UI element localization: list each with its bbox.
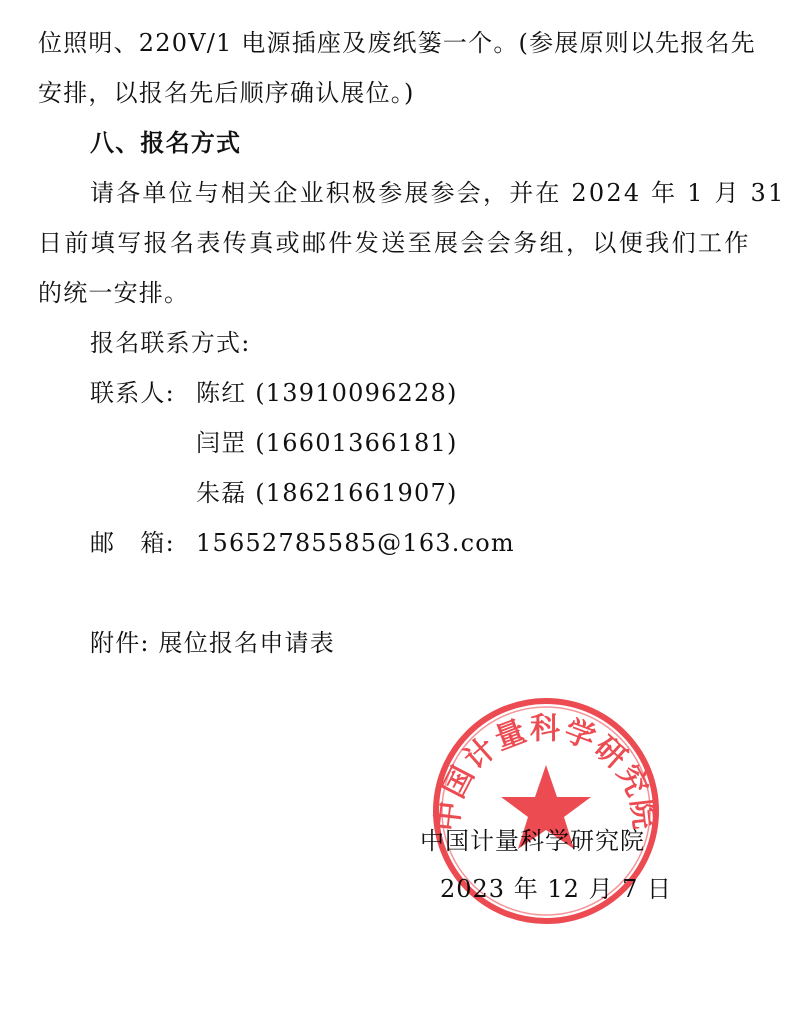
email-address: 15652785585@163.com	[196, 529, 515, 557]
contact-intro: 报名联系方式:	[90, 329, 251, 357]
contact-person: 闫罡 (16601366181)	[196, 429, 458, 457]
body-text-line: 安排，以报名先后顺序确认展位。)	[38, 79, 415, 107]
contact-person: 陈红 (13910096228)	[196, 379, 458, 407]
signature-organization: 中国计量科学研究院	[420, 827, 645, 855]
email-label: 邮 箱:	[90, 529, 175, 557]
contact-person: 朱磊 (18621661907)	[196, 479, 458, 507]
attachment-note: 附件: 展位报名申请表	[90, 629, 335, 657]
paragraph-line: 的统一安排。	[38, 279, 190, 307]
paragraph-line: 请各单位与相关企业积极参展参会，并在 2024 年 1 月 31	[90, 179, 786, 207]
contact-label: 联系人:	[90, 379, 175, 407]
seal-text: 中国计量科学研究院	[430, 711, 662, 834]
section-heading: 八、报名方式	[90, 129, 242, 157]
paragraph-line: 日前填写报名表传真或邮件发送至展会会务组，以便我们工作	[38, 229, 751, 257]
body-text-line: 位照明、220V/1 电源插座及废纸篓一个。(参展原则以先报名先	[38, 29, 756, 57]
official-seal-stamp	[430, 695, 662, 927]
signature-date: 2023 年 12 月 7 日	[440, 875, 673, 903]
seal-star-icon	[501, 765, 591, 849]
